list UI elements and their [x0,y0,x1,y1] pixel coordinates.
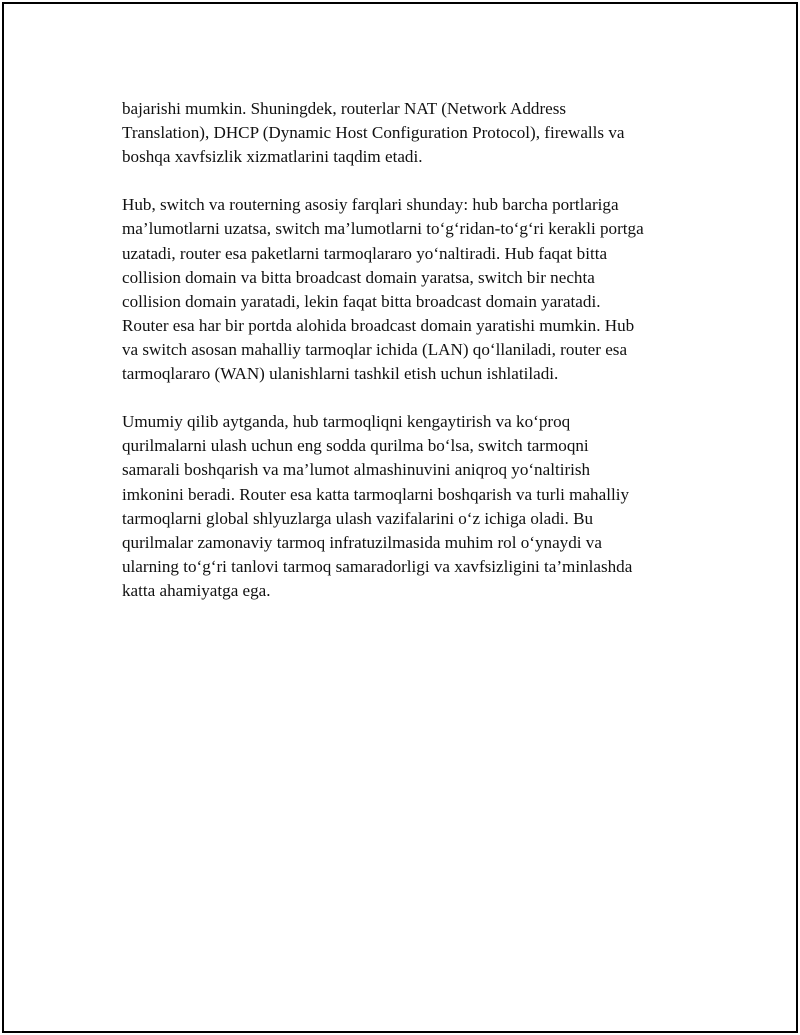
paragraph-line: samarali boshqarish va ma’lumot almashinuvini aniqroq yo‘naltirish [122,460,591,480]
paragraph-line: collision domain va bitta broadcast domain yaratsa, switch bir nechta [122,267,595,287]
paragraph-line: uzatadi, router esa paketlarni tarmoqlararo yo‘naltiradi. Hub faqat bitta [122,243,608,263]
paragraph-1 [122,97,702,169]
paragraph-line: ma’lumotlarni uzatsa, switch ma’lumotlarni to‘g‘ridan-to‘g‘ri kerakli portga [122,219,644,239]
paragraph-line: Umumiy qilib aytganda, hub tarmoqliqni kengaytirish va ko‘proq [122,412,571,432]
paragraph-line: qurilmalarni ulash uchun eng sodda qurilma bo‘lsa, switch tarmoqni [122,436,589,456]
paragraph-line: boshqa xavfsizlik xizmatlarini taqdim etadi. [122,147,423,167]
paragraph-line: collision domain yaratadi, lekin faqat bitta broadcast domain yaratadi. [122,291,601,311]
paragraph-line: imkonini beradi. Router esa katta tarmoqlarni boshqarish va turli mahalliy [122,484,629,504]
paragraph-2 [122,193,702,386]
paragraph-line: Translation), DHCP (Dynamic Host Configuration Protocol), firewalls va [122,123,625,143]
paragraph-3 [122,410,702,603]
paragraph-line: Router esa har bir portda alohida broadcast domain yaratishi mumkin. Hub [122,315,635,335]
paragraph-line: tarmoqlararo (WAN) ulanishlarni tashkil etish uchun ishlatiladi. [122,364,559,384]
document-body [122,97,702,627]
paragraph-line: bajarishi mumkin. Shuningdek, routerlar NAT (Network Address [122,99,567,118]
paragraph-line: tarmoqlarni global shlyuzlarga ulash vazifalarini o‘z ichiga oladi. Bu [122,508,594,528]
paragraph-line: va switch asosan mahalliy tarmoqlar ichida (LAN) qo‘llaniladi, router esa [122,339,628,359]
paragraph-line: qurilmalar zamonaviy tarmoq infratuzilmasida muhim rol o‘ynaydi va [122,532,602,552]
paragraph-line: ularning to‘g‘ri tanlovi tarmoq samaradorligi va xavfsizligini ta’minlashda [122,556,633,576]
page-frame [2,2,798,1033]
paragraph-line: Hub, switch va routerning asosiy farqlari shunday: hub barcha portlariga [122,195,619,215]
paragraph-line: katta ahamiyatga ega. [122,580,271,600]
